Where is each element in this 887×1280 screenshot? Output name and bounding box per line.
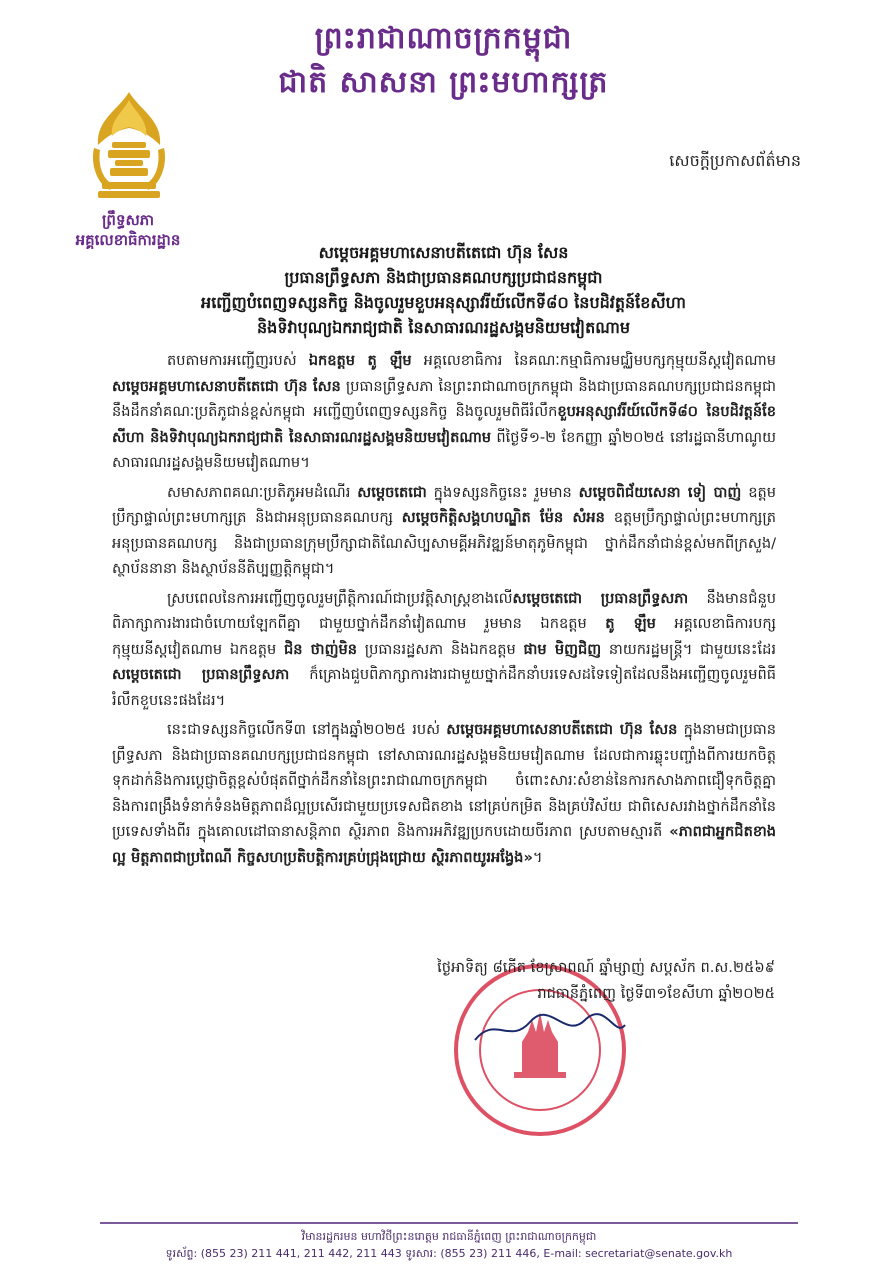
paragraph-1 [112, 348, 776, 476]
text-span: ពីថ្ងៃទី១-២ ខែកញ្ញា ឆ្នាំ២០២៥ នៅរដ្ឋធានីហាណូយ សាធារណរដ្ឋសង្គមនិយមវៀតណាម។ [112, 428, 776, 471]
paragraph-2 [112, 480, 776, 582]
text-span: ស្របពេលនៃការអញ្ជើញចូលរួមព្រឹត្តិការណ៍ជាប្រវត្តិសាស្ត្រខាងលើ [167, 589, 513, 607]
bold-span: ផាម មិញជិញ [523, 640, 602, 658]
lunar-date: ថ្ងៃអាទិត្យ ៨កើត ខែស្រាពណ៍ ឆ្នាំម្សាញ់ សប្តស័ក ព.ស.២៥៦៩ [437, 959, 775, 976]
title-line-1: សម្ដេចអគ្គមហាសេនាបតីតេជោ ហ៊ុន សែន [318, 243, 569, 262]
text-span: ក្នុងទស្សនកិច្ចនេះ រួមមាន [426, 483, 579, 501]
senate-name: ព្រឹទ្ធសភា [101, 211, 155, 229]
text-span: នាយករដ្ឋមន្ត្រី។ ជាមួយនេះដែរ [601, 640, 776, 658]
bold-span: «ភាពជាអ្នកជិតខាងល្អ មិត្តភាពជាប្រពៃណី កិច្ចសហប្រតិបត្តិការគ្រប់ជ្រុងជ្រោយ ស្ថិរភាពយូរអង្វែង» [112, 823, 776, 866]
department-name: អគ្គលេខាធិការដ្ឋាន [75, 231, 181, 249]
title-line-4: និងទិវាបុណ្យឯករាជ្យជាតិ នៃសាធារណរដ្ឋសង្គមនិយមវៀតណាម [257, 318, 630, 337]
senate-emblem-icon [88, 90, 170, 202]
bold-span: សម្ដេចតេជោ [357, 483, 427, 501]
bold-span: សម្ដេចតេជោ ប្រធានព្រឹទ្ធសភា [112, 666, 290, 683]
footer [100, 1228, 798, 1262]
signature-icon [470, 1010, 630, 1050]
text-span: ឧត្តមប្រឹក្សាផ្ទាល់ព្រះមហាក្សត្រ អនុប្រធានគណបក្ស និងជាប្រធានក្រុមប្រឹក្សាជាតិណែសិប្បសាមគ្គីអភិវឌ្ឍន៍មាតុភូមិកម្ពុជា ថ្នាក់ដឹកនាំជាន់ខ្ពស់មកពីក្រសួង/ស្ថាប័ននានា និងស្ថាប័ននីតិប្បញ្ញត្តិកម្ពុជា។ [112, 509, 776, 577]
text-span: ឧត្តមប្រឹក្សាផ្ទាល់ព្រះមហាក្សត្រ និងជាអនុប្រធានគណបក្ស [112, 483, 776, 526]
document-body [112, 348, 776, 874]
bold-span: សម្ដេចអគ្គមហាសេនាបតីតេជោ ហ៊ុន សែន [112, 377, 341, 395]
solar-date: រាជធានីភ្នំពេញ ថ្ងៃទី៣១ខែសីហា ឆ្នាំ២០២៥ [537, 985, 775, 1002]
title-line-2: ប្រធានព្រឹទ្ធសភា និងជាប្រធានគណបក្សប្រជាជនកម្ពុជា [284, 268, 603, 287]
bold-span: ឯកឧត្តម តូ ឡឹម [308, 352, 412, 369]
paragraph-4 [112, 717, 776, 870]
footer-address: វិមានរដ្ឋករមន មហាវិថីព្រះនរោត្តម រាជធានីភ្នំពេញ ព្រះរាជាណាចក្រកម្ពុជា [301, 1230, 597, 1243]
bold-span: សម្ដេចអគ្គមហាសេនាបតីតេជោ ហ៊ុន សែន [446, 721, 678, 738]
bold-span: សម្ដេចកិត្តិសង្គហបណ្ឌិត ម៉ែន សំអន [401, 509, 605, 526]
paragraph-3 [112, 586, 776, 714]
national-motto: ជាតិ សាសនា ព្រះមហាក្សត្រ [278, 65, 609, 100]
bold-span: តូ ឡឹម [605, 615, 656, 632]
text-span: អគ្គលេខាធិការ នៃគណៈកម្មាធិការមជ្ឈិមបក្សកុម្មុយនីស្តវៀតណាម [411, 352, 776, 369]
bold-span: ខួបអនុស្សាវរីយ៍លើកទី៨០ នៃបដិវត្តន៍ខែសីហា និងទិវាបុណ្យឯករាជ្យជាតិ នៃសាធារណរដ្ឋសង្គមនិយមវៀតណាម [112, 403, 776, 446]
document-type: សេចក្ដីប្រកាសព័ត៌មាន [669, 151, 801, 170]
title-line-3: អញ្ជើញបំពេញទស្សនកិច្ច និងចូលរួមខួបអនុស្សាវរីយ៍លើកទី៨០ នៃបដិវត្តន៍ខែសីហា [201, 293, 686, 312]
text-span: ក៏គ្រោងជួបពិភាក្សាការងារជាមួយថ្នាក់ដឹកនាំបរទេសដទៃទៀតដែលនឹងអញ្ជើញចូលរួមពិធីរំលឹកខួបនេះផងដែរ។ [112, 666, 776, 709]
text-span: ក្នុងនាមជាប្រធានព្រឹទ្ធសភា និងជាប្រធានគណបក្សប្រជាជនកម្ពុជា នៅសាធារណរដ្ឋសង្គមនិយមវៀតណាម ដែលជាការឆ្លុះបញ្ចាំងពីការយកចិត្តទុកដាក់និងការប្ដេជ្ញាចិត្តខ្ពស់បំផុតពីថ្នាក់ដឹកនាំនៃព្រះរាជាណាចក្រកម្ពុជា ចំពោះសារៈសំខាន់នៃការកសាងភាពជឿទុកចិត្តគ្នា និងការពង្រឹងទំនាក់ទំនងមិត្តភាពដ៏ល្អប្រសើរជាមួយប្រទេសជិតខាង នៅគ្រប់កម្រិត និងគ្រប់វិស័យ ជាពិសេសរវាងថ្នាក់ដឹកនាំនៃប្រទេសទាំងពីរ ក្នុងគោលដៅធានាសន្តិភាព ស្ថិរភាព និងការអភិវឌ្ឍប្រកបដោយចីរភាព ស្របតាមស្មារតី [112, 721, 776, 840]
bold-span: ជិន ថាញ់មិន [283, 640, 357, 658]
document-title [40, 240, 847, 340]
bold-span: សម្ដេចតេជោ ប្រធានព្រឹទ្ធសភា [512, 589, 689, 607]
footer-contact: ទូរស័ព្ទ: (855 23) 211 441, 211 442, 211 443 ទូរសារ: (855 23) 211 446, E-mail: secretariat@senate.gov.kh [165, 1247, 733, 1260]
bold-span: សម្ដេចពិជ័យសេនា ទៀ បាញ់ [578, 483, 742, 501]
text-span: នេះជាទស្សនកិច្ចលើកទី៣ នៅក្នុងឆ្នាំ២០២៥ របស់ [167, 721, 447, 738]
kingdom-title: ព្រះរាជាណាចក្រកម្ពុជា [314, 21, 573, 56]
text-span: សមាសភាពគណៈប្រតិភូអមដំណើរ [167, 483, 358, 501]
text-span: ប្រធានរដ្ឋសភា និងឯកឧត្តម [357, 640, 524, 658]
text-span: នឹងមានជំនួបពិភាក្សាការងារជាចំហោយឡែកពីគ្នា ជាមួយថ្នាក់ដឹកនាំវៀតណាម រួមមាន ឯកឧត្តម [112, 589, 776, 632]
footer-divider [100, 1222, 798, 1224]
date-block [437, 955, 775, 1007]
text-span: តបតាមការអញ្ជើញរបស់ [167, 352, 309, 369]
text-span: ប្រធានព្រឹទ្ធសភា នៃព្រះរាជាណាចក្រកម្ពុជា និងជាប្រធានគណបក្សប្រជាជនកម្ពុជា នឹងដឹកនាំគណៈប្រតិភូជាន់ខ្ពស់កម្ពុជា អញ្ជើញបំពេញទស្សនកិច្ច និងចូលរួមពិធីរំលឹក [112, 377, 777, 420]
text-span: អគ្គលេខាធិការបក្សកុម្មុយនីស្តវៀតណាម ឯកឧត្តម [112, 615, 776, 658]
text-span: ។ [532, 848, 543, 866]
